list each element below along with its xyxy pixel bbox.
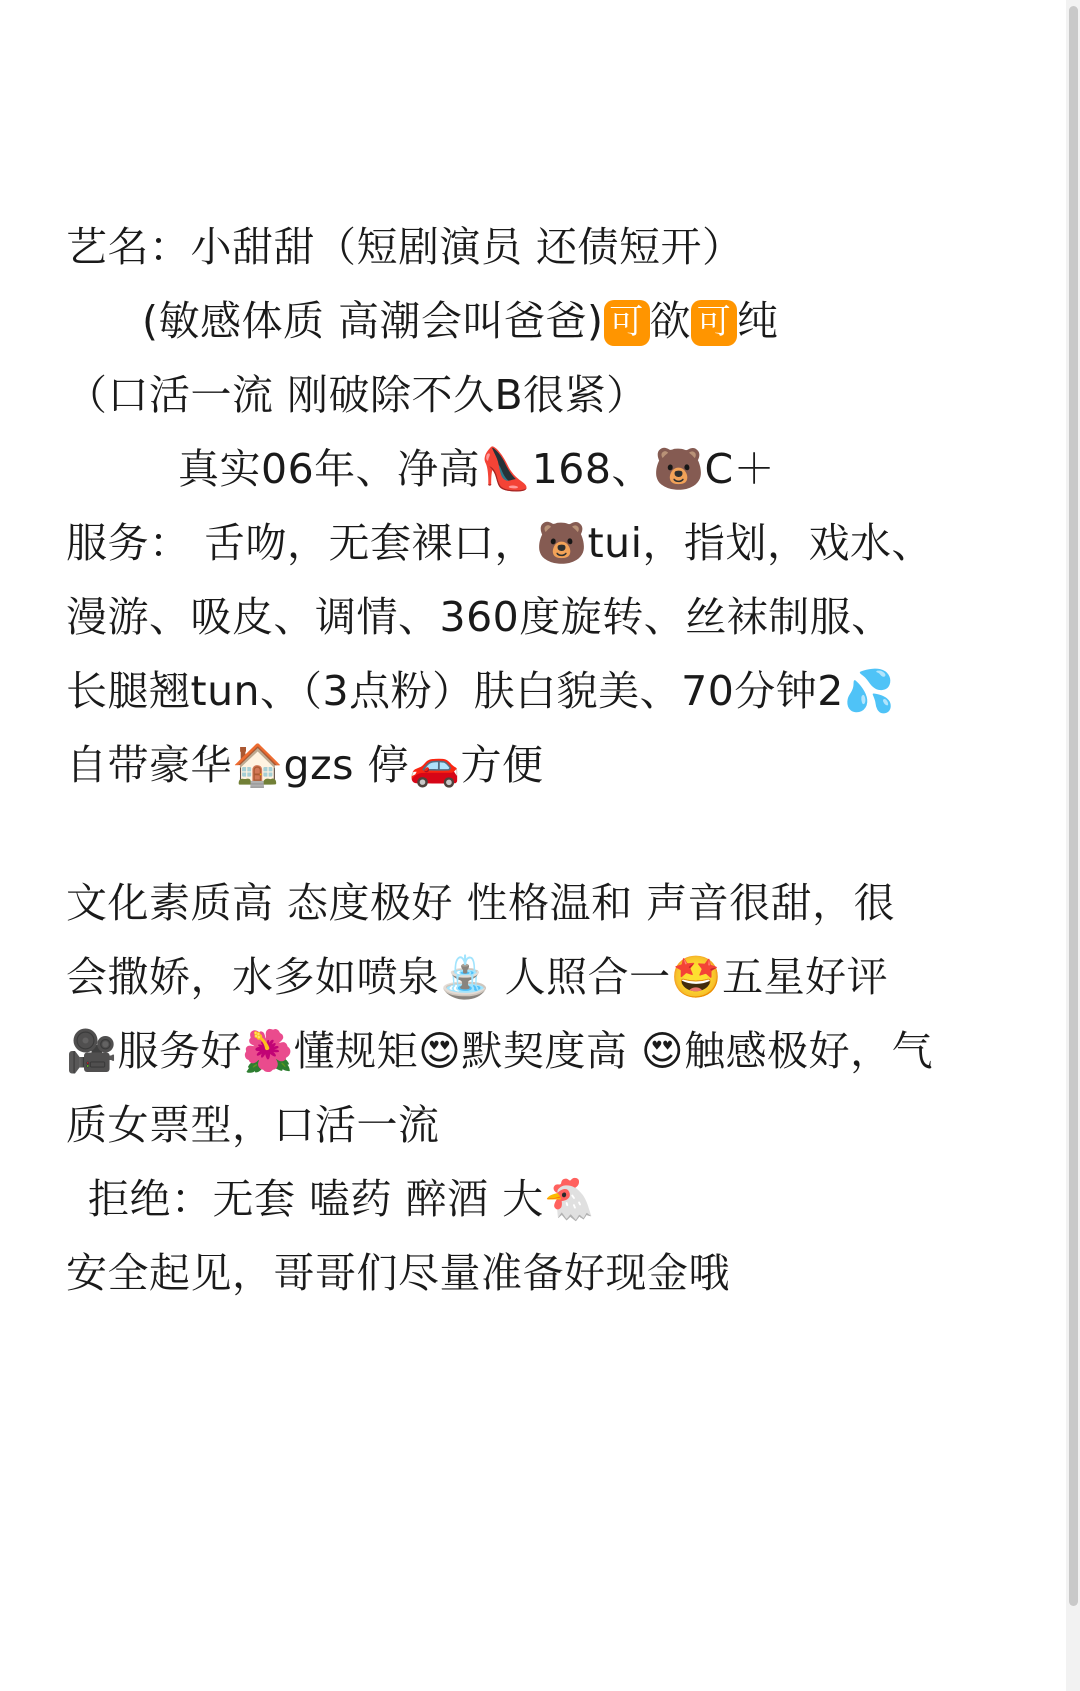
constitution-line	[66, 284, 934, 358]
vertical-scrollbar-track[interactable]	[1066, 0, 1080, 1691]
cash-line: 安全起见，哥哥们尽量准备好现金哦	[66, 1249, 730, 1297]
stage-name-line: 艺名：小甜甜（短剧演员 还债短开）	[66, 223, 744, 271]
quality-line: 文化素质高 态度极好 性格温和 声音很甜，很会撒娇，水多如喷泉⛲ 人照合一🤩五星好评🎥服务好🌺懂规矩😍默契度高 😍触感极好，气质女票型，口活一流	[66, 879, 934, 1149]
stats-line: 真实06年、净高👠168、🐻C＋	[178, 445, 776, 493]
paragraph-gap	[66, 802, 934, 866]
constitution-text: (敏感体质 高潮会叫爸爸)	[142, 297, 604, 345]
service-line: 服务： 舌吻，无套裸口，🐻tui，指划，戏水、漫游、吸皮、调情、360度旋转、丝袜制服、长腿翘tun、（3点粉）肤白貌美、70分钟2💦 自带豪华🏠gzs 停🚗方便	[66, 519, 934, 789]
ke-badge-1: 可	[604, 300, 650, 346]
refuse-line: 拒绝：无套 嗑药 醉酒 大🐔	[88, 1175, 596, 1223]
oral-line: （口活一流 刚破除不久B很紧）	[66, 371, 648, 419]
vertical-scrollbar-thumb[interactable]	[1069, 6, 1078, 1606]
ke-badge-2: 可	[691, 300, 737, 346]
chun-text: 纯	[737, 297, 779, 345]
yu-text: 欲	[649, 297, 692, 345]
